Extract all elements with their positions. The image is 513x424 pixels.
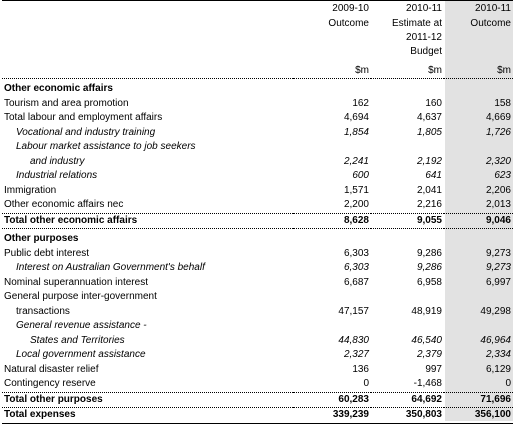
cell-outcome: 2,013 [485, 199, 511, 210]
section-heading-label: Other purposes [4, 233, 79, 244]
cell-2009-10: 6,687 [343, 276, 369, 288]
header-row-1 [2, 1, 513, 16]
table-row [2, 97, 513, 112]
cell-estimate: 2,216 [416, 199, 442, 210]
cell-estimate: 997 [425, 363, 442, 375]
row-label: and industry [30, 155, 85, 167]
cell-estimate: 9,286 [416, 262, 442, 273]
cell-estimate: 48,919 [411, 305, 442, 317]
row-label: States and Territories [30, 334, 125, 346]
cell-outcome: 6,129 [485, 363, 511, 375]
row-label: Labour market assistance to job seekers [16, 141, 196, 152]
col3-year: 2010-11 [444, 1, 513, 16]
cell-2009-10: 1,571 [343, 184, 369, 196]
cell-outcome: 1,726 [485, 126, 511, 138]
row-label: General revenue assistance - [16, 320, 147, 331]
row-label: Natural disaster relief [4, 363, 99, 375]
cell-outcome: 623 [494, 170, 511, 181]
row-label: Nominal superannuation interest [4, 276, 148, 288]
cell-estimate: 160 [425, 97, 442, 109]
section-total-row [2, 392, 513, 408]
col2-subheading-3: Budget [410, 45, 442, 57]
table-row [2, 169, 513, 184]
table-row [2, 363, 513, 378]
cell-outcome: 9,273 [485, 247, 511, 259]
row-label: General purpose inter-government [4, 291, 157, 302]
cell-outcome: 2,206 [485, 184, 511, 196]
cell-2009-10: 0 [363, 378, 369, 389]
cell-2009-10: 6,303 [343, 247, 369, 259]
total-label: Total other economic affairs [2, 213, 293, 229]
expenses-table-wrapper [2, 0, 512, 421]
table-row [2, 184, 513, 199]
cell-outcome: 46,964 [480, 334, 511, 346]
cell-outcome: 2,320 [485, 155, 511, 167]
expenses-table [2, 0, 513, 424]
cell-2009-10: 2,200 [343, 199, 369, 210]
total-outcome: 71,696 [444, 392, 513, 408]
row-label: Immigration [4, 184, 57, 196]
table-row [2, 247, 513, 262]
col2-subheading-2: 2011-12 [406, 32, 442, 43]
row-label: Contingency reserve [4, 378, 96, 389]
total-label: Total other purposes [2, 392, 293, 408]
cell-outcome: 0 [505, 378, 511, 389]
cell-2009-10: 600 [352, 170, 369, 181]
section-heading [2, 79, 513, 97]
table-row [2, 334, 513, 349]
table-row [2, 111, 513, 126]
row-label: Other economic affairs nec [4, 199, 124, 210]
row-label: transactions [16, 305, 70, 317]
table-row [2, 126, 513, 141]
table-row [2, 290, 513, 305]
total-estimate: 9,055 [371, 213, 444, 229]
cell-estimate: 2,041 [416, 184, 442, 196]
header-row-4 [2, 45, 513, 62]
cell-estimate: 641 [425, 170, 442, 181]
table-row [2, 276, 513, 291]
grand-total-2009-10: 339,239 [293, 408, 371, 424]
col1-unit: $m [293, 61, 371, 79]
table-row [2, 140, 513, 155]
col3-subheading: Outcome [470, 17, 511, 29]
row-label: Vocational and industry training [16, 126, 156, 138]
col2-year: 2010-11 [371, 1, 444, 16]
row-label: Tourism and area promotion [4, 97, 129, 109]
row-label: Total labour and employment affairs [4, 112, 163, 123]
grand-total-label: Total expenses [2, 408, 293, 424]
header-row-2 [2, 16, 513, 31]
col2-unit: $m [371, 61, 444, 79]
cell-2009-10: 2,327 [343, 349, 369, 360]
cell-estimate: 9,286 [416, 247, 442, 259]
units-row [2, 61, 513, 79]
total-2009-10: 60,283 [293, 392, 371, 408]
cell-outcome: 6,997 [485, 276, 511, 288]
grand-total-estimate: 350,803 [371, 408, 444, 424]
cell-2009-10: 44,830 [338, 334, 369, 346]
cell-2009-10: 136 [352, 363, 369, 375]
row-label: Public debt interest [4, 247, 90, 259]
table-row [2, 198, 513, 213]
cell-estimate: 1,805 [416, 126, 442, 138]
table-row [2, 261, 513, 276]
cell-2009-10: 47,157 [338, 305, 369, 317]
section-heading [2, 229, 513, 247]
grand-total-outcome: 356,100 [444, 408, 513, 424]
cell-outcome: 4,669 [485, 112, 511, 123]
total-estimate: 64,692 [371, 392, 444, 408]
cell-2009-10: 2,241 [343, 155, 369, 167]
total-outcome: 9,046 [444, 213, 513, 229]
cell-estimate: 6,958 [416, 276, 442, 288]
cell-2009-10: 6,303 [343, 262, 369, 273]
cell-estimate: 4,637 [416, 112, 442, 123]
cell-outcome: 49,298 [480, 305, 511, 317]
col1-year: 2009-10 [293, 1, 371, 16]
cell-estimate: -1,468 [413, 378, 442, 389]
col1-subheading: Outcome [328, 17, 369, 29]
row-label: Local government assistance [16, 349, 146, 360]
row-label: Interest on Australian Government's behalf [16, 262, 205, 273]
table-row [2, 377, 513, 392]
table-row [2, 348, 513, 363]
table-row [2, 319, 513, 334]
col3-unit: $m [444, 61, 513, 79]
cell-outcome: 2,334 [485, 349, 511, 360]
table-row [2, 305, 513, 320]
header-row-3 [2, 30, 513, 45]
row-label: Industrial relations [16, 170, 98, 181]
col2-subheading: Estimate at [391, 17, 442, 29]
cell-outcome: 158 [494, 97, 511, 109]
cell-2009-10: 4,694 [343, 112, 369, 123]
cell-estimate: 2,192 [416, 155, 442, 167]
cell-2009-10: 1,854 [343, 126, 369, 138]
section-heading-label: Other economic affairs [4, 83, 113, 94]
cell-estimate: 2,379 [416, 349, 442, 360]
cell-2009-10: 162 [352, 97, 369, 109]
cell-estimate: 46,540 [411, 334, 442, 346]
section-total-row [2, 213, 513, 229]
cell-outcome: 9,273 [485, 262, 511, 273]
total-2009-10: 8,628 [293, 213, 371, 229]
table-row [2, 155, 513, 170]
